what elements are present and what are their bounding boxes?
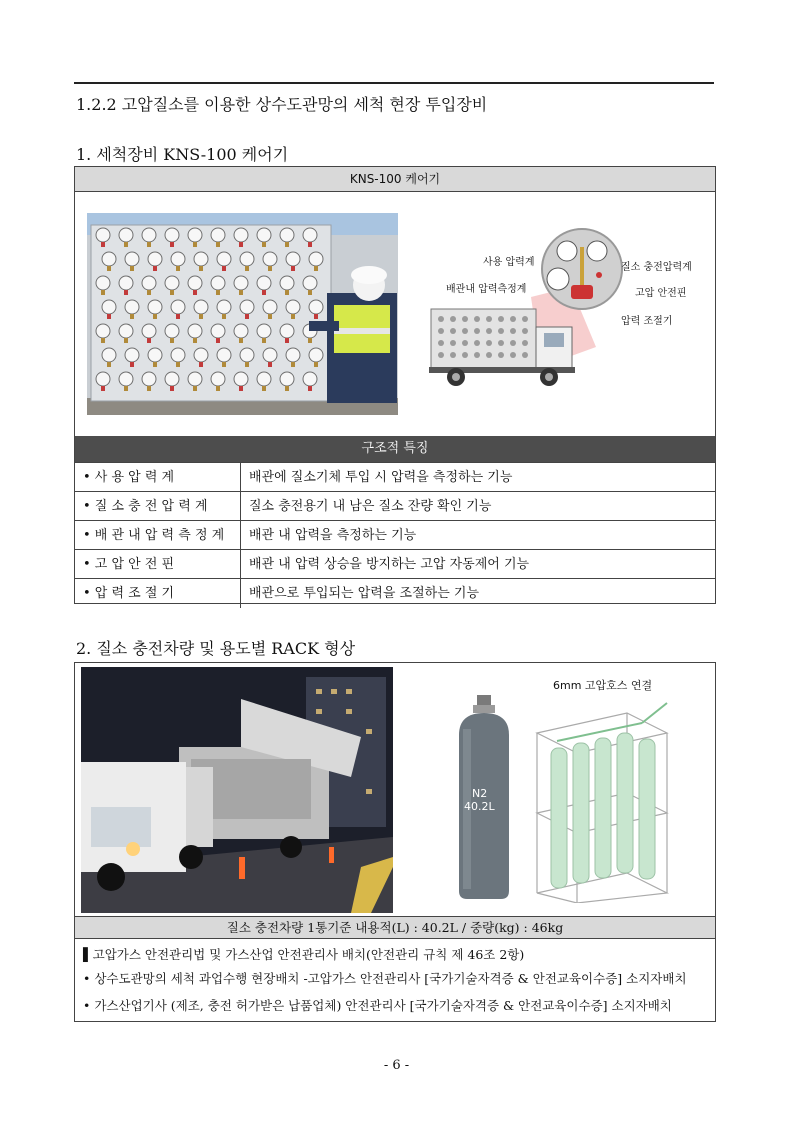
- feature-row: [75, 578, 715, 608]
- placement-note: • 상수도관망의 세척 과업수행 현장배치 -고압가스 안전관리사 [국가기술자격증 & 안전교육이수증] 소지자배치: [83, 971, 687, 986]
- gauge-panel-photo: [87, 213, 398, 415]
- cylinder-gas-label: N2: [472, 787, 488, 800]
- part1-heading: 1. 세척장비 KNS-100 케어기: [76, 145, 289, 164]
- cylinder-volume-label: 40.2L: [464, 800, 495, 813]
- feature-desc: 배관에 질소기체 투입 시 압력을 측정하는 기능: [249, 470, 513, 485]
- feature-desc: 배관으로 투입되는 압력을 조절하는 기능: [249, 586, 480, 601]
- feature-row: [75, 549, 715, 579]
- part2-heading: 2. 질소 충전차량 및 용도별 RACK 형상: [76, 639, 356, 658]
- placement-note: • 가스산업기사 (제조, 충전 허가받은 납품업체) 안전관리사 [국가기술자격증 & 안전교육이수증] 소지자배치: [83, 998, 672, 1013]
- vehicle-rack-table: [74, 662, 716, 1022]
- feature-name: • 사 용 압 력 계: [75, 463, 241, 492]
- label-regulator: 압력 조절기: [621, 316, 673, 327]
- hose-label: 6mm 고압호스 연결: [553, 679, 653, 692]
- label-charge-pressure: 질소 충전압력계: [621, 262, 692, 273]
- table-title: KNS-100 케어기: [75, 167, 715, 192]
- feature-row: [75, 462, 715, 492]
- feature-desc: 배관 내 압력을 측정하는 기능: [249, 528, 417, 543]
- label-pipe-pressure: 배관내 압력측정계: [446, 284, 527, 295]
- feature-name: • 압 력 조 절 기: [75, 579, 241, 608]
- top-rule: [74, 82, 714, 84]
- regulation-note: ▌고압가스 안전관리법 및 가스산업 안전관리사 배치(안전관리 규칙 제 46조 2항): [83, 947, 525, 962]
- night-truck-photo: [81, 667, 393, 913]
- label-safety-pin: 고압 안전핀: [635, 288, 687, 299]
- features-header: 구조적 특징: [75, 436, 715, 462]
- feature-row: [75, 520, 715, 550]
- kns-100-table: [74, 166, 716, 604]
- section-heading: 1.2.2 고압질소를 이용한 상수도관망의 세척 현장 투입장비: [76, 95, 488, 114]
- feature-desc: 질소 충전용기 내 남은 질소 잔량 확인 기능: [249, 499, 492, 514]
- feature-name: • 고 압 안 전 핀: [75, 550, 241, 579]
- page-number: - 6 -: [383, 1058, 410, 1073]
- feature-desc: 배관 내 압력 상승을 방지하는 고압 자동제어 기능: [249, 557, 530, 572]
- vehicle-caption: 질소 충전차량 1통기준 내용적(L) : 40.2L / 중량(kg) : 46kg: [75, 916, 715, 939]
- feature-row: [75, 491, 715, 521]
- label-use-pressure: 사용 압력계: [483, 257, 535, 268]
- rack-diagram: [527, 693, 677, 903]
- feature-name: • 배 관 내 압 력 측 정 계: [75, 521, 241, 550]
- feature-name: • 질 소 충 전 압 력 계: [75, 492, 241, 521]
